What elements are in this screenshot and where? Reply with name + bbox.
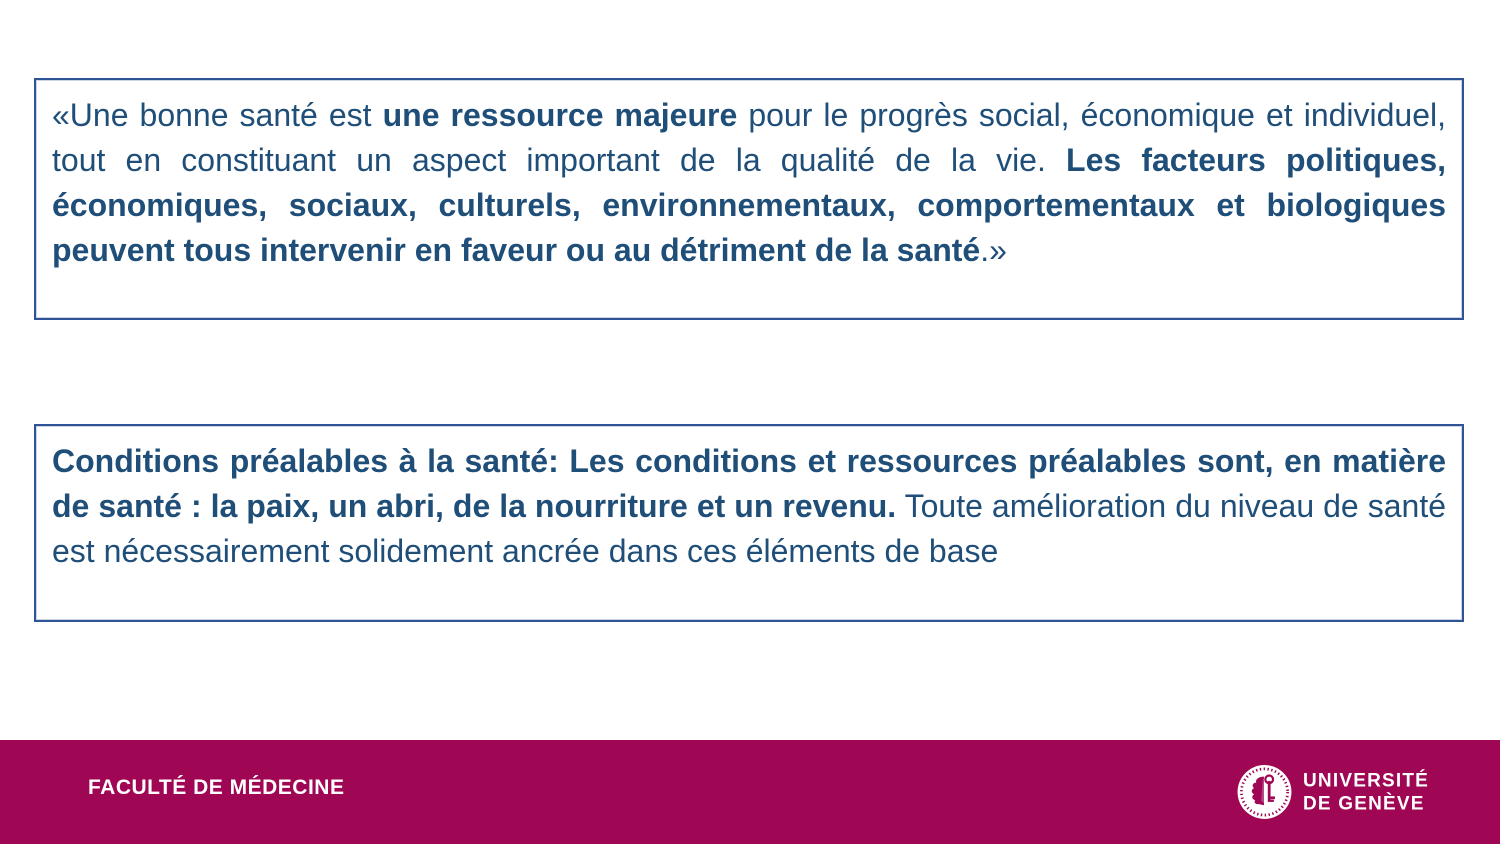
unige-wordmark-line2: DE GENÈVE <box>1303 793 1425 814</box>
faculty-label: FACULTÉ DE MÉDECINE <box>88 776 345 799</box>
unige-wordmark-line1: UNIVERSITÉ <box>1303 770 1430 791</box>
unige-logo <box>1237 765 1429 820</box>
unige-seal-icon <box>1237 765 1292 820</box>
unige-wordmark <box>1303 769 1429 815</box>
conditions-box: Conditions préalables à la santé: Les conditions et ressources préalables sont, en matière de santé : la paix, un abri, de la nourriture et un revenu. Toute amélioration du niveau de santé est nécessairement solidement ancrée dans ces éléments de base <box>34 424 1464 622</box>
footer-bar <box>0 740 1500 844</box>
quote-box: «Une bonne santé est une ressource majeure pour le progrès social, économique et individuel, tout en constituant un aspect important de la qualité de la vie. Les facteurs politiques, économiques, sociaux, culturels, environnementaux, comportementaux et biologiques peuvent tous intervenir en faveur ou au détriment de la santé.» <box>34 78 1464 320</box>
